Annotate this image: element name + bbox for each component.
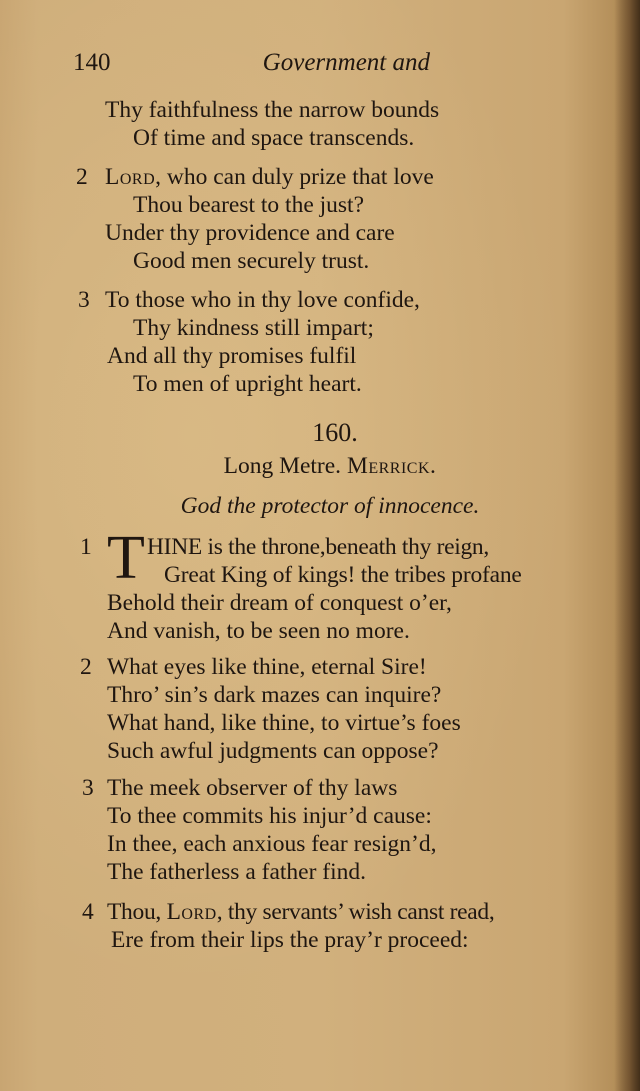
hymn-meter-line — [0, 452, 640, 480]
verse-line: What eyes like thine, eternal Sire! — [107, 654, 427, 680]
page-number: 140 — [73, 49, 111, 76]
lord-small-caps: Lord — [166, 899, 217, 925]
verse-line: The meek observer of thy laws — [107, 775, 398, 801]
verse-number: 3 — [82, 775, 94, 801]
verse-line: Thro’ sin’s dark mazes can inquire? — [107, 682, 442, 708]
verse-number: 2 — [76, 164, 88, 190]
verse-number: 4 — [82, 899, 94, 925]
verse-line: In thee, each anxious fear resign’d, — [107, 831, 437, 857]
hymn-subject: God the protector of innocence. — [180, 493, 480, 519]
lord-small-caps: Lord — [105, 164, 156, 190]
verse-line: Ere from their lips the pray’r proceed: — [111, 927, 469, 953]
hymn-number: 160. — [312, 418, 358, 447]
hymn-meter: Long Metre. — [223, 453, 342, 479]
running-title: Government and — [262, 49, 430, 76]
verse-line: What hand, like thine, to virtue’s foes — [107, 710, 461, 736]
verse-number: 3 — [78, 287, 90, 313]
verse-line: HINE is the throne,beneath thy reign, — [147, 534, 489, 560]
verse-line: Good men securely trust. — [133, 248, 370, 274]
verse-line-text: , thy servants’ wish canst read, — [216, 899, 495, 925]
verse-line: Thy faithfulness the narrow bounds — [105, 97, 440, 123]
verse-line-text: Thou, — [107, 899, 167, 925]
verse-line: The fatherless a father find. — [107, 859, 367, 885]
verse-line: Behold their dream of conquest o’er, — [107, 590, 452, 616]
verse-line: And all thy promises fulfil — [107, 343, 357, 369]
verse-line: To thee commits his injur’d cause: — [107, 803, 432, 829]
verse-line: Under thy providence and care — [105, 220, 395, 246]
verse-line: And vanish, to be seen no more. — [107, 618, 410, 644]
verse-number: 2 — [80, 654, 92, 680]
drop-cap: T — [107, 524, 145, 592]
verse-line: To those who in thy love confide, — [105, 287, 420, 313]
verse-number: 1 — [80, 534, 92, 560]
hymn-tune: Merrick. — [346, 453, 437, 479]
verse-line: Of time and space transcends. — [133, 125, 415, 151]
verse-line — [105, 163, 434, 191]
verse-line: Thy kindness still impart; — [133, 315, 374, 341]
verse-line — [107, 898, 494, 926]
verse-line: Such awful judgments can oppose? — [107, 738, 439, 764]
verse-line: Thou bearest to the just? — [133, 192, 365, 218]
verse-line: To men of upright heart. — [133, 371, 362, 397]
verse-line: Great King of kings! the tribes profane — [164, 562, 522, 588]
verse-line-text: , who can duly prize that love — [155, 164, 434, 190]
